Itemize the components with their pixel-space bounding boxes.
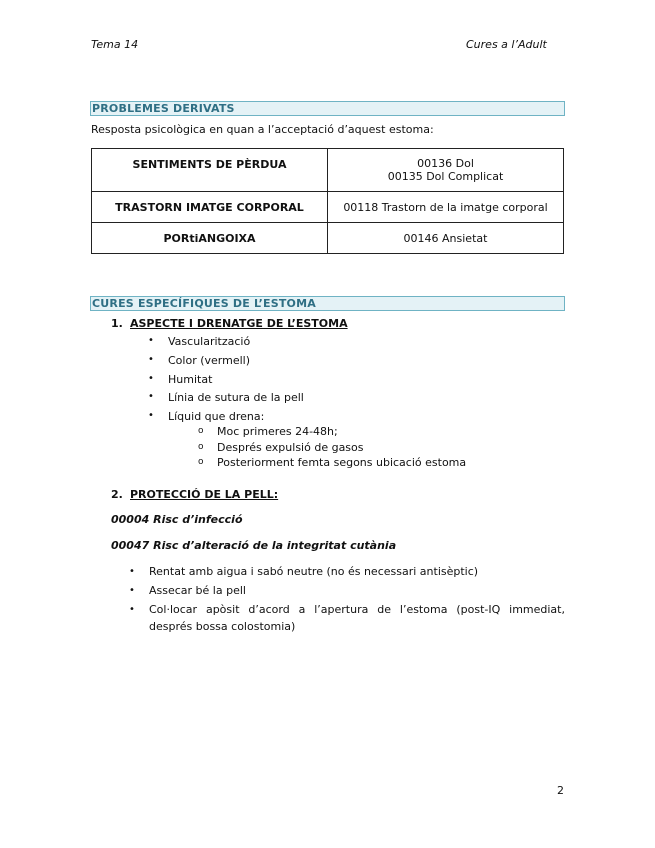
table-row (92, 149, 564, 192)
bullet-icon: • (129, 585, 135, 596)
row-label: SENTIMENTS DE PÈRDUA (92, 149, 328, 192)
bullet-icon: • (148, 410, 154, 421)
section-title-problems: PROBLEMES DERIVATS (90, 101, 565, 116)
risk-infection: 00004 Risc d’infecció (111, 513, 243, 526)
bullet-icon: • (148, 373, 154, 384)
circle-bullet-icon: o (198, 426, 204, 436)
row-value-line: 00136 Dol (417, 157, 474, 170)
risk-skin-integrity: 00047 Risc d’alteració de la integritat cutània (111, 539, 397, 552)
row-label: PORtiANGOIXA (92, 223, 328, 254)
bullet-icon: • (129, 566, 135, 577)
table-row (92, 192, 564, 223)
heading-text: ASPECTE I DRENATGE DE L’ESTOMA (130, 317, 348, 330)
row-value-line: 00135 Dol Complicat (387, 170, 504, 183)
header-left: Tema 14 (91, 38, 139, 51)
bullet-icon: • (129, 604, 135, 615)
circle-bullet-icon: o (198, 442, 204, 452)
bullet-icon: • (148, 335, 154, 346)
bullet-icon: • (148, 354, 154, 365)
heading-number: 1. (111, 317, 123, 330)
heading-text: PROTECCIÓ DE LA PELL: (130, 488, 279, 501)
header-right: Cures a l’Adult (466, 38, 547, 51)
problems-intro: Resposta psicològica en quan a l’acceptació d’aquest estoma: (91, 123, 434, 136)
list-item: • Col·locar apòsit d’acord a l’apertura de l’estoma (post-IQ immediat, després bossa colostomia) (129, 603, 565, 633)
heading-number: 2. (111, 488, 123, 501)
circle-bullet-icon: o (198, 457, 204, 467)
row-value (328, 149, 564, 192)
bullet-icon: • (148, 391, 154, 402)
section-title-care: CURES ESPECÍFIQUES DE L’ESTOMA (90, 296, 565, 311)
row-label: TRASTORN IMATGE CORPORAL (92, 192, 328, 223)
page-number: 2 (557, 784, 564, 797)
diagnosis-table (91, 148, 564, 254)
list-item: • Assecar bé la pell (129, 584, 246, 597)
list-item: • Rentat amb aigua i sabó neutre (no és necessari antisèptic) (129, 565, 479, 578)
row-value: 00146 Ansietat (328, 223, 564, 254)
table-row (92, 223, 564, 254)
row-value: 00118 Trastorn de la imatge corporal (328, 192, 564, 223)
